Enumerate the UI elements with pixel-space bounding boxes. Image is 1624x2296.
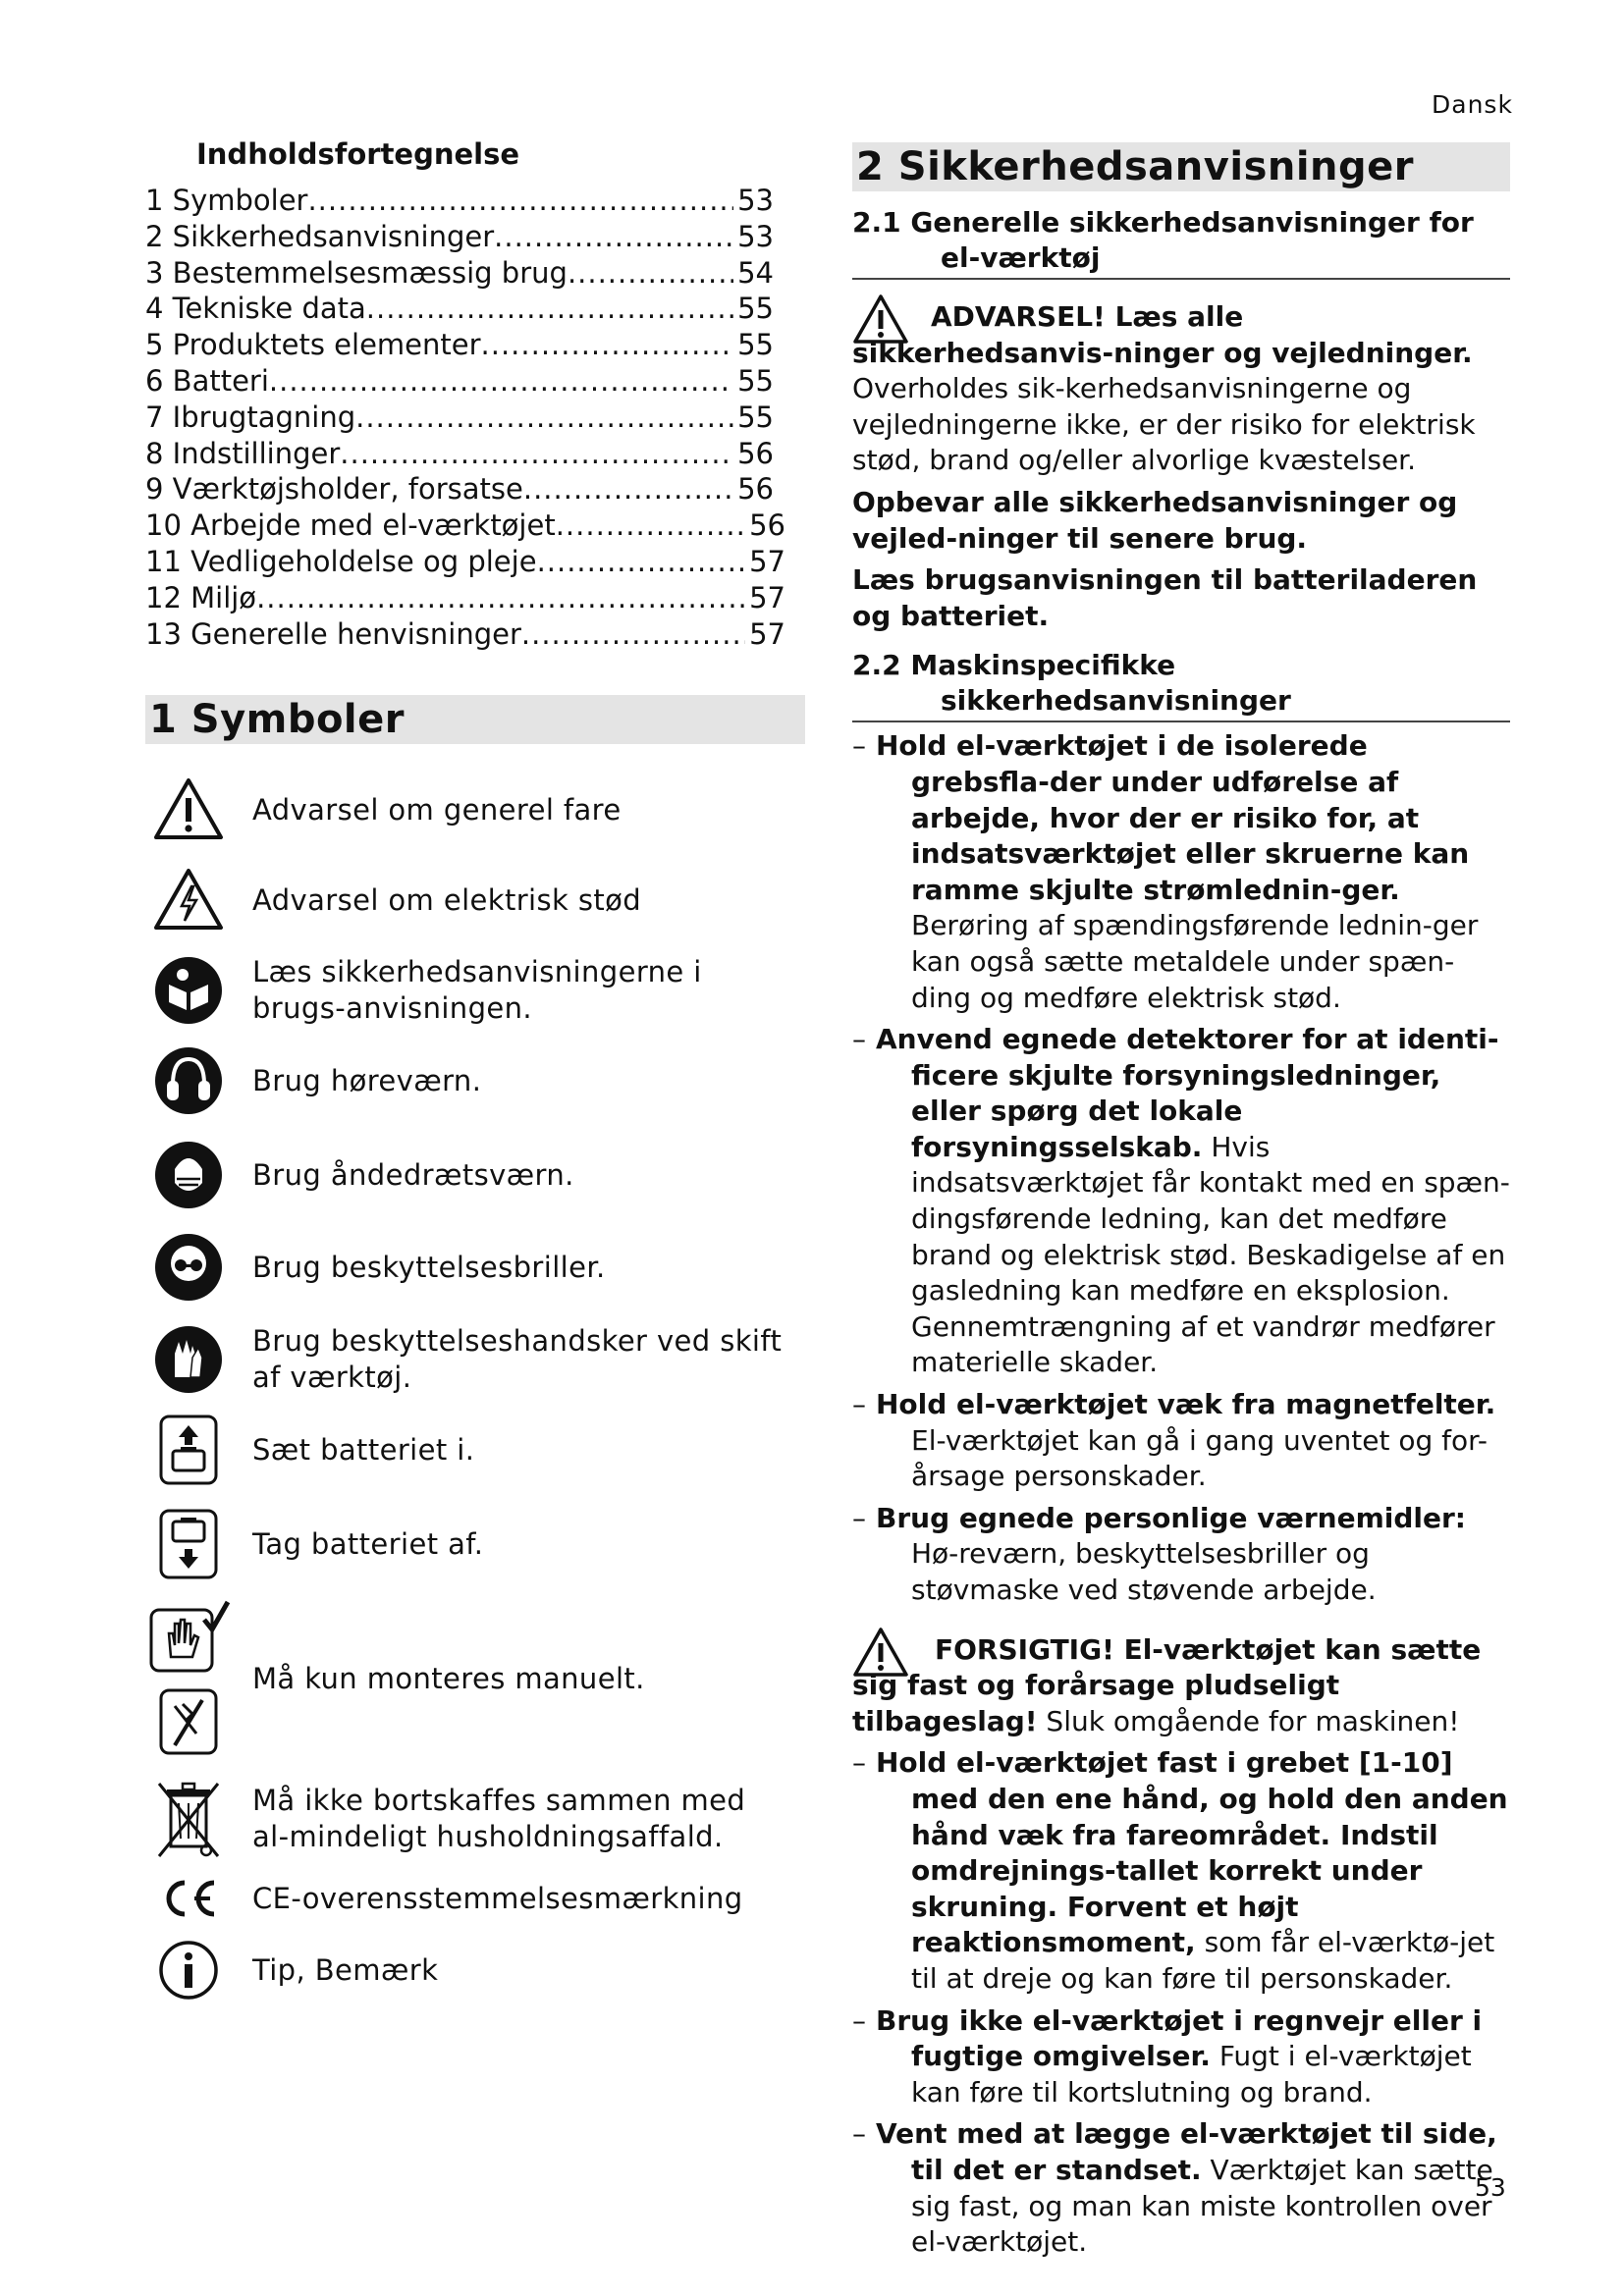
symbol-text: Tip, Bemærk	[252, 1952, 439, 1987]
toc-entry[interactable]: 13 Generelle henvisninger ..... 57	[145, 616, 785, 653]
symbol-row	[145, 1229, 805, 1306]
symbol-text: CE-overensstemmelsesmærkning	[252, 1881, 743, 1915]
list-item: – Vent med at lægge el-værktøjet til side, til det er standset. Værktøjet kan sætte sig fast, og man kan miste kontrollen over el-værktøjet.	[852, 2117, 1497, 2259]
symbols-list	[145, 772, 805, 2004]
symbol-row	[145, 862, 805, 938]
toc-entry[interactable]: 1 Symboler ..... 53	[145, 183, 774, 219]
read-manual-note: Læs brugsanvisningen til batteriladeren og batteriet.	[852, 563, 1478, 632]
ce-mark-icon	[150, 1871, 227, 1926]
symbol-text: Sæt batteriet i.	[252, 1432, 475, 1467]
symbol-text: Må kun monteres manuelt.	[252, 1661, 645, 1695]
list-item: – Hold el-værktøjet fast i grebet [1-10] med den ene hånd, og hold den anden hånd væk fra fareområdet. Indstil omdrejnings-tallet korrekt under skruning. Forvent et højt reaktionsmoment, som får el-værktø-jet til at dreje og kan føre til personskader.	[852, 1746, 1508, 1995]
right-column	[852, 142, 1510, 2261]
respiratory-protection-icon	[150, 1137, 227, 1213]
toc-entry[interactable]: 2 Sikkerhedsanvisninger ..... 53	[145, 219, 774, 255]
electric-shock-warning-icon	[150, 862, 227, 938]
remove-battery-icon	[150, 1506, 227, 1582]
symbol-text: Brug beskyttelsesbriller.	[252, 1250, 606, 1284]
toc-entry[interactable]: 3 Bestemmelsesmæssig brug ..... 54	[145, 255, 774, 292]
toc-entry[interactable]: 6 Batteri ..... 55	[145, 363, 774, 400]
symbol-row	[145, 1042, 805, 1119]
page-number: 53	[1475, 2173, 1506, 2202]
subsection-title-general: 2.1 Generelle sikkerhedsanvisninger for el-værktøj	[852, 205, 1510, 280]
keep-instructions: Opbevar alle sikkerhedsanvisninger og vejled-ninger til senere brug.	[852, 485, 1458, 555]
safety-glasses-icon	[150, 1229, 227, 1306]
toc-title: Indholdsfortegnelse	[196, 137, 520, 171]
insert-battery-icon	[150, 1412, 227, 1488]
toc-entry[interactable]: 5 Produktets elementer ..... 55	[145, 327, 774, 363]
warning-triangle-icon	[150, 772, 227, 848]
toc-entry[interactable]: 12 Miljø ..... 57	[145, 580, 785, 616]
toc-entry[interactable]: 7 Ibrugtagning ..... 55	[145, 400, 774, 436]
list-item: – Brug egnede personlige værnemidler: Hø-reværn, beskyttelsesbriller og støvmaske ved støvende arbejde.	[852, 1501, 1467, 1606]
section-title-symbols: 1 Symboler	[145, 695, 805, 744]
symbol-row	[145, 1506, 805, 1582]
crossed-bin-icon	[150, 1777, 227, 1861]
list-item: – Brug ikke el-værktøjet i regnvejr eller i fugtige omgivelser. Fugt i el-værktøjet kan føre til kortslutning og brand.	[852, 2003, 1483, 2109]
toc-entry[interactable]: 10 Arbejde med el-værktøjet ..... 56	[145, 507, 785, 544]
symbol-text: Tag batteriet af.	[252, 1526, 484, 1561]
symbol-text: Advarsel om generel fare	[252, 792, 622, 827]
symbol-text: Brug beskyttelseshandsker ved skift af værktøj.	[252, 1324, 783, 1395]
list-item: – Hold el-værktøjet i de isolerede grebsfla-der under udførelse af arbejde, hvor der er risiko for, at indsatsværktøjet eller skruerne kan ramme skjulte strømlednin-ger. Berøring af spændingsførende lednin-ger kan også sætte metaldele under spæn-ding og medføre elektrisk stød.	[852, 729, 1479, 1014]
toc-entry[interactable]: 11 Vedligeholdelse og pleje ..... 57	[145, 544, 785, 580]
warning-text: ADVARSEL! Læs alle sikkerhedsanvis-ninger og vejledninger. Overholdes sik-kerhedsanvisningerne og vejledningerne ikke, er der risiko for elektrisk stød, brand og/eller alvorlige kvæstelser.	[852, 300, 1476, 477]
info-icon	[150, 1936, 227, 2004]
toc-entry[interactable]: 4 Tekniske data ..... 55	[145, 291, 774, 327]
symbol-row	[145, 1412, 805, 1488]
symbol-row	[145, 952, 805, 1029]
symbol-row	[145, 1137, 805, 1213]
ear-protection-icon	[150, 1042, 227, 1119]
caution-text: FORSIGTIG! El-værktøjet kan sætte sig fast og forårsage pludseligt tilbageslag! Sluk omgående for maskinen!	[852, 1632, 1482, 1737]
symbol-text: Må ikke bortskaffes sammen med al-mindeligt husholdningsaffald.	[252, 1784, 746, 1854]
header-language: Dansk	[1432, 90, 1513, 119]
manual-mounting-icon	[150, 1600, 227, 1757]
list-item: – Hold el-værktøjet væk fra magnetfelter. El-værktøjet kan gå i gang uventet og for-årsage personskader.	[852, 1388, 1496, 1493]
table-of-contents	[145, 183, 805, 652]
protective-gloves-icon	[150, 1321, 227, 1398]
symbol-row	[145, 1777, 805, 1861]
symbol-text: Advarsel om elektrisk stød	[252, 882, 642, 917]
symbol-row	[145, 1321, 805, 1398]
symbol-text: Brug åndedrætsværn.	[252, 1157, 574, 1192]
section-title-safety: 2 Sikkerhedsanvisninger	[852, 142, 1510, 191]
symbol-text: Læs sikkerhedsanvisningerne i brugs-anvisningen.	[252, 955, 702, 1026]
toc-entry[interactable]: 9 Værktøjsholder, forsatse ..... 56	[145, 471, 774, 507]
symbol-text: Brug høreværn.	[252, 1063, 482, 1097]
left-column	[145, 137, 805, 2004]
symbol-row	[145, 772, 805, 848]
symbol-row	[145, 1936, 805, 2004]
subsection-title-specific: 2.2 Maskinspecifikke sikkerhedsanvisninger	[852, 648, 1510, 722]
read-manual-icon	[150, 952, 227, 1029]
symbol-row	[145, 1600, 805, 1757]
toc-entry[interactable]: 8 Indstillinger ..... 56	[145, 436, 774, 472]
list-item: – Anvend egnede detektorer for at identi-ficere skjulte forsyningsledninger, eller spørg det lokale forsyningsselskab. Hvis indsatsværktøjet får kontakt med en spæn-dingsførende ledning, kan det medføre brand og elektrisk stød. Beskadigelse af en gasledning kan medføre en eksplosion. Gennemtrængning af et vandrør medfører materielle skader.	[852, 1023, 1510, 1379]
symbol-row	[145, 1871, 805, 1926]
